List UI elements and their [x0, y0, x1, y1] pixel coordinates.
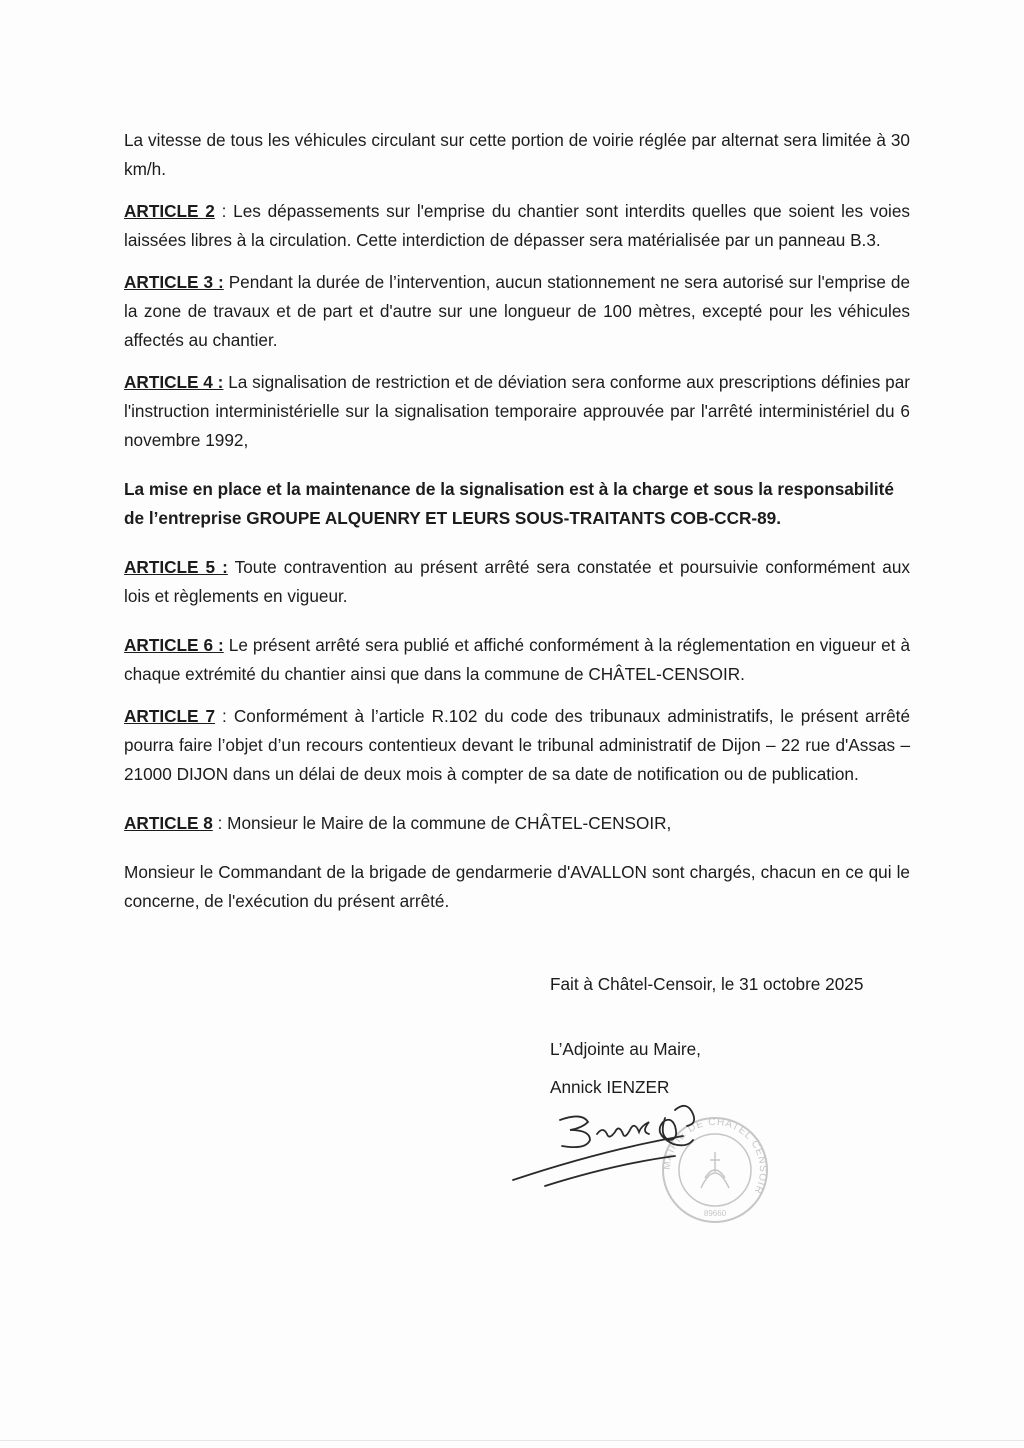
article-8-label: ARTICLE 8 — [124, 813, 213, 833]
article-2 — [124, 197, 910, 255]
document-body — [124, 126, 910, 929]
article-5 — [124, 553, 910, 611]
article-5-separator — [228, 557, 235, 577]
place-date: Fait à Châtel-Censoir, le 31 octobre 2025 — [550, 974, 864, 994]
article-5-text: Toute contravention au présent arrêté sera constatée et poursuivie conformément aux lois et règlements en vigueur. — [124, 557, 910, 606]
article-3-label: ARTICLE 3 : — [124, 272, 224, 292]
article-2-separator: : — [214, 201, 234, 221]
article-6-text: Le présent arrêté sera publié et affiché conformément à la réglementation en vigueur et à chaque extrémité du chantier ainsi que dans la commune de CHÂTEL-CENSOIR. — [124, 635, 911, 684]
article-3-text: Pendant la durée de l’intervention, aucun stationnement ne sera autorisé sur l'emprise de la zone de travaux et de part et d'autre sur une longueur de 100 mètres, excepté pour les véhicules affectés au chantier. — [124, 272, 910, 350]
article-2-label: ARTICLE 2 — [124, 201, 215, 221]
article-4 — [124, 368, 910, 455]
article-4-label: ARTICLE 4 : — [124, 372, 224, 392]
article-6-label: ARTICLE 6 : — [124, 635, 224, 655]
article-5-label: ARTICLE 5 : — [124, 557, 228, 577]
article-4-text: La signalisation de restriction et de déviation sera conforme aux prescriptions définies par l'instruction interministérielle sur la signalisation temporaire approuvée par l'arrêté interministériel du 6 novembre 1992, — [124, 372, 910, 450]
page-bottom-rule — [0, 1440, 1024, 1441]
article-7-text: Conformément à l’article R.102 du code des tribunaux administratifs, le présent arrêté pourra faire l’objet d’un recours contentieux devant le tribunal administratif de Dijon – 22 rue d'Assas – 21000 DIJON dans un délai de deux mois à compter de sa date de notification ou de publication. — [124, 706, 911, 784]
signature-and-stamp — [505, 1090, 785, 1240]
intro-paragraph: La vitesse de tous les véhicules circulant sur cette portion de voirie réglée par alternat sera limitée à 30 km/h. — [124, 130, 910, 179]
article-7-label: ARTICLE 7 — [124, 706, 216, 726]
responsibility-paragraph: La mise en place et la maintenance de la signalisation est à la charge et sous la responsabilité de l’entreprise GROUPE ALQUENRY ET LEURS SOUS-TRAITANTS COB-CCR-89. — [124, 479, 894, 528]
signer-title: L’Adjointe au Maire, — [550, 1039, 701, 1059]
stamp-text: MAIRIE DE CHATEL CENSOIR — [661, 1116, 769, 1196]
article-8-separator: : — [212, 813, 228, 833]
article-6 — [124, 631, 910, 689]
article-2-text: Les dépassements sur l'emprise du chantier sont interdits quelles que soient les voies laissées libres à la circulation. Cette interdiction de dépasser sera matérialisée par un panneau B.3. — [124, 201, 911, 250]
stamp-code: 89660 — [703, 1209, 727, 1218]
official-stamp — [662, 1117, 768, 1222]
article-8 — [124, 809, 910, 838]
handwritten-signature — [513, 1106, 694, 1186]
article-3 — [124, 268, 910, 355]
article-7 — [124, 702, 910, 789]
article-7-separator: : — [215, 706, 234, 726]
closing-paragraph: Monsieur le Commandant de la brigade de gendarmerie d'AVALLON sont chargés, chacun en ce qui le concerne, de l'exécution du présent arrêté. — [124, 862, 910, 911]
article-8-text: Monsieur le Maire de la commune de CHÂTEL-CENSOIR, — [227, 813, 672, 833]
signer-name: Annick IENZER — [550, 1077, 670, 1097]
